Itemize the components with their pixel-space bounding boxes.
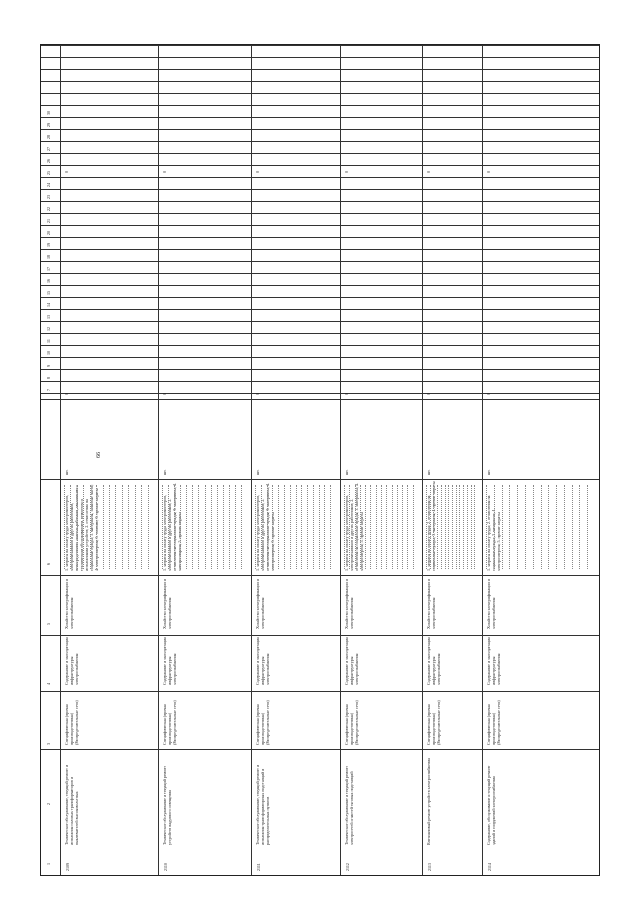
row-subcategory: Содержание и эксплуатация инфраструктуры электроснабжения [255,637,270,685]
row-code: 2109 [65,863,70,871]
row-subcategory: Содержание и эксплуатация инфраструктуры электроснабжения [64,637,79,685]
text-line [319,485,320,569]
column-number: 14 [46,303,51,307]
row-divider [482,45,483,875]
column-number: 2 [46,803,51,805]
text-line [241,485,242,569]
text-line [211,485,212,569]
column-divider [41,273,599,274]
column-number: 13 [46,315,51,319]
cost-table [40,44,600,876]
column-divider [41,285,599,286]
text-line [128,485,129,569]
text-line [445,485,446,569]
row-divider [422,45,423,875]
column-divider [41,57,599,58]
column-divider [41,117,599,118]
column-divider [41,105,599,106]
text-line [360,485,361,569]
text-line [255,485,256,569]
row-mark: 0 [255,393,260,395]
row-mark: 0 [64,393,69,395]
row-subcategory: Содержание и эксплуатация инфраструктуры электроснабжения [486,637,501,685]
row-unit: шт. [162,469,167,475]
text-line [463,485,464,569]
column-divider [41,201,599,202]
text-line [64,485,65,569]
text-line [397,485,398,569]
row-unit: шт. [255,469,260,475]
text-line [192,485,193,569]
column-divider [41,177,599,178]
column-number: 20 [46,231,51,235]
text-line [564,485,565,569]
text-line [548,485,549,569]
text-line [324,485,325,569]
row-subcategory: Содержание и эксплуатация инфраструктуры электроснабжения [344,637,359,685]
text-line [103,485,104,569]
column-divider [41,297,599,298]
text-line [471,485,472,569]
text-line [290,485,291,569]
column-number: 17 [46,267,51,271]
row-business-unit: Хозяйство электрификации и электроснабжения [344,579,354,629]
text-line [267,485,268,569]
column-divider [41,225,599,226]
column-number: 30 [46,111,51,115]
text-line [141,485,142,569]
text-line [426,485,427,569]
text-line [376,485,377,569]
column-number: 3 [46,743,51,745]
text-line [217,485,218,569]
text-line [392,485,393,569]
row-unit: шт. [344,469,349,475]
row-mark-26: 0 [255,171,260,173]
text-line [541,485,542,569]
row-divider [60,45,61,875]
column-divider [41,81,599,82]
text-line [502,485,503,569]
row-business-unit: Хозяйство электрификации и электроснабжения [162,579,172,629]
text-line [96,485,97,569]
row-category: Специфическая (прочая производственная) (Распределительные сети) [64,700,79,745]
text-line [430,485,431,569]
column-number: 27 [46,147,51,151]
text-line [235,485,236,569]
text-line [174,485,175,569]
row-subcategory: Содержание и эксплуатация инфраструктуры электроснабжения [162,637,177,685]
row-description: 1. затраты на оплату труда; 2. отчисления на социальные нужды; 3. материалы; 4. электроэнергия; 5. прочие затраты [486,495,501,571]
page-number: 66 [96,452,102,458]
text-line [452,485,453,569]
row-work: Техническое обслуживание и текущий ремонт устройств надувного освещения [162,766,172,845]
column-divider [41,213,599,214]
row-work: Техническое обслуживание и текущий ремонт электросетей и частей тяговых подстанций [344,766,354,845]
row-category: Специфическая (прочая производственная) (Распределительные сети) [162,700,177,745]
text-line [272,485,273,569]
row-divider [251,45,252,875]
text-line [135,485,136,569]
column-divider [41,165,599,166]
text-line [148,485,149,569]
column-divider [41,249,599,250]
row-mark-26: 0 [64,171,69,173]
text-line [433,485,434,569]
row-code: 2112 [345,863,350,871]
text-line [381,485,382,569]
row-business-unit: Хозяйство электрификации и электроснабжения [426,579,436,629]
text-line [313,485,314,569]
text-line [456,485,457,569]
column-divider [41,333,599,334]
column-divider [41,369,599,370]
column-number: 21 [46,219,51,223]
text-line [494,485,495,569]
text-line [223,485,224,569]
text-line [307,485,308,569]
column-number: 4 [46,683,51,685]
column-divider [41,357,599,358]
text-line [579,485,580,569]
column-divider [41,237,599,238]
row-mark: 0 [426,393,431,395]
row-work: Техническое обслуживание, текущий ремонт и испытания силовых трансформаторов и выключателей высоковольтных [64,765,79,845]
column-divider [41,399,599,400]
text-line [284,485,285,569]
row-description: 1. затраты на оплату труда электромонтеров, электромехаников и других работников; 2. отчисления на социальные нужды; 3. материалы; 4. электроэнергия; 5. прочие затраты [255,483,275,571]
text-line [344,485,345,569]
text-line [162,485,163,569]
text-line [486,485,487,569]
row-description: 1. затраты на оплату труда электромонтеров, электромехаников и других работников, непосредственно занятых работами, связанными с техническим обслуживанием, ремонтом и испытаниями устройств; 2. отчисления на социальные нужды; 3. материалы, запасные части; 4. электроэнергия; 5. топливо; 6. прочие затраты [64,484,99,571]
column-number: 12 [46,327,51,331]
column-number: 11 [46,339,51,343]
text-line [77,485,78,569]
column-divider [41,635,599,636]
text-line [517,485,518,569]
text-line [365,485,366,569]
row-unit: шт. [486,469,491,475]
text-line [437,485,438,569]
row-unit: шт. [426,469,431,475]
column-number: 19 [46,243,51,247]
column-divider [41,93,599,94]
text-line [198,485,199,569]
column-divider [41,153,599,154]
column-number: 24 [46,183,51,187]
text-line [301,485,302,569]
column-divider [41,479,599,480]
row-category: Специфическая (прочая производственная) (Распределительные сети) [344,700,359,745]
column-number: 29 [46,123,51,127]
text-line [355,485,356,569]
text-line [229,485,230,569]
row-code: 2111 [256,863,261,871]
row-category: Специфическая (прочая производственная) (Распределительные сети) [486,700,501,745]
column-number: 7 [46,389,51,391]
column-number: 26 [46,159,51,163]
row-mark-26: 0 [344,171,349,173]
row-divider [340,45,341,875]
column-number: 6 [46,563,51,565]
text-line [533,485,534,569]
text-line [330,485,331,569]
row-description: 1. затраты на оплату труда электромонтеров, электромехаников и других работников; 2. отчисления на социальные нужды; 3. материалы; 4. электроэнергия; 5. прочие затраты [344,483,364,571]
column-divider [41,261,599,262]
row-business-unit: Хозяйство электрификации и электроснабжения [64,579,74,629]
text-line [122,485,123,569]
row-code: 2114 [487,863,492,871]
row-work: Содержание, обслуживание и текущий ремонт зданий и сооружений электроснабжения [486,765,496,845]
row-business-unit: Хозяйство электрификации и электроснабжения [255,579,265,629]
row-code: 2110 [163,863,168,871]
text-line [70,485,71,569]
row-category: Специфическая (прочая производственная) (Распределительные сети) [426,700,441,745]
column-number: 25 [46,171,51,175]
row-unit: шт. [64,469,69,475]
column-number: 1 [46,863,51,865]
text-line [441,485,442,569]
text-line [115,485,116,569]
text-line [587,485,588,569]
row-code: 2113 [427,863,432,871]
text-line [83,485,84,569]
column-divider [41,575,599,576]
text-line [168,485,169,569]
text-line [402,485,403,569]
text-line [407,485,408,569]
column-divider [41,129,599,130]
column-number: 18 [46,255,51,259]
text-line [572,485,573,569]
column-number: 5 [46,623,51,625]
text-line [459,485,460,569]
column-divider [41,393,599,394]
column-divider [41,345,599,346]
text-line [370,485,371,569]
row-subcategory: Содержание и эксплуатация инфраструктуры электроснабжения [426,637,441,685]
text-line [467,485,468,569]
text-line [349,485,350,569]
text-line [448,485,449,569]
row-work: Техническое обслуживание, текущий ремонт и испытания трансформаторных подстанций и распределительных пунктов [255,765,270,845]
column-divider [41,381,599,382]
row-mark-26: 0 [162,171,167,173]
column-divider [41,321,599,322]
row-description: 1. затраты на оплату труда; 2. отчисления на социальные нужды; 3. материалы; 4. прочие затраты [426,481,436,571]
column-number: 22 [46,207,51,211]
text-line [556,485,557,569]
column-divider [41,749,599,750]
column-divider [41,189,599,190]
column-number: 8 [46,377,51,379]
column-number: 10 [46,351,51,355]
column-divider [41,69,599,70]
text-line [278,485,279,569]
row-business-unit: Хозяйство электрификации и электроснабжения [486,579,496,629]
text-line [109,485,110,569]
column-number: 9 [46,365,51,367]
text-line [525,485,526,569]
row-mark: 0 [162,393,167,395]
text-line [296,485,297,569]
text-line [90,485,91,569]
column-divider [41,141,599,142]
text-line [186,485,187,569]
column-number: 28 [46,135,51,139]
text-line [474,485,475,569]
row-divider [158,45,159,875]
row-work: Внеплановый ремонт устройств электроснабжения [426,757,431,845]
row-mark-26: 0 [486,171,491,173]
text-line [180,485,181,569]
column-number: 15 [46,291,51,295]
row-mark-26: 0 [426,171,431,173]
text-line [413,485,414,569]
row-description: 1. затраты на оплату труда электромонтеров, электромехаников и других работников; 2. отчисления на социальные нужды; 3. материалы; 4. электроэнергия; 5. прочие затраты [162,483,182,571]
text-line [205,485,206,569]
row-mark: 0 [344,393,349,395]
text-line [261,485,262,569]
column-divider [41,309,599,310]
column-number: 16 [46,279,51,283]
text-line [386,485,387,569]
column-divider [41,691,599,692]
column-divider [41,45,599,46]
column-number: 23 [46,195,51,199]
text-line [509,485,510,569]
row-category: Специфическая (прочая производственная) (Распределительные сети) [255,700,270,745]
row-mark: 0 [486,393,491,395]
